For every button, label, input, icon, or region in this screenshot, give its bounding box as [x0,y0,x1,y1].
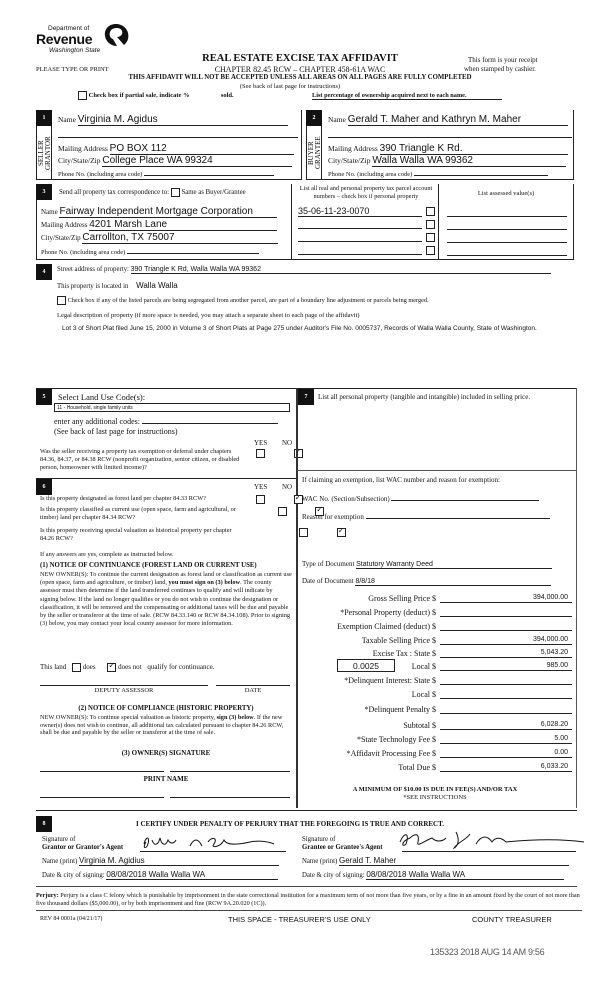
assessed-value-field[interactable] [447,219,567,230]
located-label: This property is located in [57,283,129,290]
seller-label: SELLER [37,140,45,166]
assessed-value-field[interactable] [447,232,567,243]
state-technology-fee-row [300,733,600,747]
gross-selling-price-label: Gross Selling Price $ [368,594,436,603]
historic-no-checkbox[interactable] [337,528,346,537]
buyer-city-label: City/State/Zip [328,156,371,165]
send-correspondence-label: Send all property tax correspondence to: [59,189,170,197]
section7-right-border [576,388,577,808]
print-name-label: PRINT NAME [143,775,189,783]
section7-top-border [297,388,577,389]
exemption-question: Was the seller receiving a property tax exemption or deferral under chapters 84.36, 84.37, or 84.38 RCW (nonprofit organization, senior citizen, or disabled person, homeowner with limited income)? [40,448,240,472]
affidavit-processing-fee-label: *Affidavit Processing Fee $ [346,749,436,758]
corr-city-row [41,232,281,244]
doc-type-row [302,560,552,569]
buyer-name-field[interactable]: Gerald T. Maher and Kathryn M. Maher [348,114,568,126]
wac-label: WAC No. (Section/Subsection) [302,495,390,503]
treasurer-use-label: THIS SPACE - TREASURER'S USE ONLY [228,915,371,924]
seller-side-label [36,126,52,180]
doc-date-label: Date of Document [302,577,354,585]
located-field[interactable]: Walla Walla [136,281,178,290]
grantee-signature-icon [396,828,586,850]
taxable-selling-price-row [300,634,600,648]
grantee-name-row [302,856,569,866]
grantor-sig-label-1: Signature of [42,836,76,843]
if-yes-note: If any answers are yes, complete as instructed below. [40,551,174,558]
parcel-column [291,184,439,260]
assessed-header: List assessed value(s) [477,190,535,197]
corr-city-label: City/State/Zip [41,234,81,242]
personal-property-checkbox[interactable] [426,246,435,255]
forest-yes-checkbox[interactable] [256,495,265,504]
personal-property-checkbox[interactable] [426,220,435,229]
section-number-1: 1 [36,110,52,126]
dor-swoosh-icon [102,22,130,48]
taxable-selling-price-field[interactable]: 394,000.00 [440,634,572,645]
street-row [57,266,577,274]
deputy-date-line[interactable] [216,685,290,686]
section-number-2: 2 [306,110,322,126]
parcels-header: List all real and personal property tax parcel account numbers – check box if personal property [299,185,433,200]
section-5-6-divider [296,388,298,808]
owner-signature-line-1[interactable] [40,771,164,772]
buyer-mailing-field[interactable]: 390 Triangle K Rd. [380,143,568,155]
buyer-mailing-label: Mailing Address [328,144,378,153]
buyer-name-row [328,114,572,126]
reason-label: Reason for exemption [302,513,364,521]
county-treasurer-label: COUNTY TREASURER [472,915,552,924]
yes-label: YES [254,439,268,447]
state-technology-fee-label: *State Technology Fee $ [356,735,436,744]
land-use-title: Select Land Use Code(s): [58,392,146,402]
corr-phone-label: Phone No. (including area code) [41,249,126,256]
grantor-date-field[interactable]: 08/08/2018 Walla Walla WA [106,870,278,880]
parcel-number-field[interactable]: 35-06-11-23-0070 [298,206,422,217]
corr-city-field[interactable]: Carrollton, TX 75007 [82,232,278,244]
grantee-signature-field[interactable] [402,838,576,852]
doc-date-field[interactable]: 8/8/18 [355,578,551,586]
exemption-yes-checkbox[interactable] [256,449,265,458]
same-as-buyer-label: Same as Buyer/Grantee [181,189,246,197]
assessed-value-field[interactable] [447,206,567,217]
parcel-row [298,245,436,255]
grantor-date-label: Date & city of signing: [42,872,105,879]
delinquent-interest-state-label: *Delinquent Interest: State $ [344,676,436,685]
deputy-assessor-label: DEPUTY ASSESSOR [94,687,154,694]
land-use-section [36,388,296,478]
subtotal-label: Subtotal $ [403,721,436,730]
delinquent-interest-local-field[interactable] [440,688,572,699]
local-rate-field[interactable]: 0.0025 [337,659,395,672]
assessed-value-field[interactable] [447,245,567,256]
seller-city-label: City/State/Zip [58,156,101,165]
rev-number: REV 84 0001a (04/21/17) [40,916,103,922]
delinquent-interest-local-label: Local $ [411,690,436,699]
grantee-signature-label [302,836,382,852]
personal-property-deduct-row [300,606,600,620]
partial-sale-checkbox[interactable] [78,91,87,100]
street-field[interactable]: 390 Triangle K Rd, Walla Walla WA 99362 [131,266,551,274]
section-number-6: 6 [36,479,52,495]
grantee-date-field[interactable]: 08/08/2018 Walla Walla WA [366,870,564,880]
correspondence-section [36,184,574,260]
affidavit-processing-fee-field[interactable]: 0.00 [440,747,572,758]
notice1-text-b: . The county assessor must then determine if the land transferred continues to qualify and will indicate by signing below. If the land no longer qualifies or you do not wish to continue the designation or classification, it will be removed and the compensating or additional taxes will be due and payable by the seller or transferor at the time of sale. (RCW 84.33.140 or RCW 84.34.108). Prior to signing (3) below, you may contact your local county assessor for more information. [40,579,291,628]
notice1-text [40,571,292,628]
print-name-line-2[interactable] [170,797,290,798]
wac-field[interactable] [391,493,539,501]
exemption-claimed-row [300,620,600,634]
forest-land-question: Is this property designated as forest land per chapter 84.33 RCW? [40,495,206,502]
buyer-city-field[interactable]: Walla Walla WA 99362 [372,155,566,167]
excise-local-field[interactable]: 985.00 [440,660,572,671]
form-title: REAL ESTATE EXCISE TAX AFFIDAVIT [202,53,398,64]
segregated-row [57,296,429,305]
notice1-bold: you must sign on (3) below [168,579,241,587]
seller-mailing-row [58,143,298,155]
section-number-7: 7 [298,389,314,405]
notice1-title: (1) NOTICE OF CONTINUANCE (FOREST LAND OR CURRENT USE) [40,562,257,569]
reason-row [302,511,550,521]
corr-phone-field[interactable] [127,246,259,254]
receipt-note-2: when stamped by cashier. [464,65,536,73]
taxable-selling-price-label: Taxable Selling Price $ [361,636,436,645]
reason-field[interactable] [366,511,550,519]
grantee-name-field[interactable]: Gerald T. Maher [339,856,569,866]
grantee-sig-label-1: Signature of [302,836,336,843]
does-not-checkbox[interactable] [107,663,116,672]
street-label: Street address of property: [57,266,129,273]
parcel-row [298,232,436,242]
gross-selling-price-row [300,592,600,606]
grantee-sig-label-2: Grantee or Grantee's Agent [302,844,383,851]
owner-signature-title: (3) OWNER(S) SIGNATURE [121,749,211,757]
section-number-4: 4 [36,264,52,280]
partial-sale [78,91,234,100]
excise-local-row [300,660,600,674]
corr-phone-row [41,246,281,256]
buyer-phone-label: Phone No. (including area code) [328,171,413,178]
grantor-signature-label [42,836,123,852]
seller-name-field[interactable]: Virginia M. Agidus [78,114,288,126]
delinquent-interest-state-field[interactable] [440,674,572,685]
doc-type-field[interactable]: Statutory Warranty Deed [356,561,552,569]
additional-codes-field[interactable] [142,415,278,424]
partial-sale-sold: sold. [220,91,234,99]
grantee-date-label: Date & city of signing: [302,872,365,879]
grantor-label: GRANTOR [44,136,52,170]
delinquent-penalty-label: *Delinquent Penalty $ [364,705,436,714]
historic-question: Is this property receiving special valuation as historical property per chapter 84.26 RCW? [40,527,232,543]
seller-phone-label: Phone No. (including area code) [58,171,143,178]
seller-name-label: Name [58,115,76,124]
ownership-note: List percentage of ownership acquired next to each name. [312,92,502,100]
section-number-5: 5 [36,389,52,405]
section7-mid-border [297,470,577,471]
located-row [57,281,178,290]
seller-section [36,110,302,180]
yes-label: YES [254,483,268,491]
wac-row [302,493,539,503]
owner-signature-line-2[interactable] [170,771,290,772]
segregated-label: Check box if any of the listed parcels are being segregated from another parcel, are part of a boundary line adjustment or parcels being merged. [67,296,429,304]
grantor-name-row [42,856,279,866]
corr-name-row [41,206,281,218]
seller-city-row [58,155,298,167]
buyer-label: BUYER [307,141,315,165]
instructions-note: (See back of last page for instructions) [239,83,341,90]
perjury-text: Perjury is a class C felony which is punishable by imprisonment in the state correctional institution for a maximum term of not more than five years, or by a fine in an amount fixed by the court of not more than five thousand dollars ($5,000.00), or by both imprisonment and fine (RCW 9A.20.020 (1C)). [36,892,580,907]
buyer-mailing-row [328,143,572,155]
please-type: PLEASE TYPE OR PRINT [36,66,109,73]
notice2-text-a: NEW OWNER(S): To continue special valuation as historic property, [40,714,216,721]
grantee-name-label: Name (print) [302,858,338,865]
grantee-label: GRANTEE [314,136,322,170]
logo-line1: Department of [48,25,90,32]
dor-logo [36,22,136,62]
delinquent-interest-local-row [300,688,600,702]
notice2-text [40,714,292,737]
parcel-row [298,219,436,229]
no-label: NO [282,483,293,491]
buyer-section [306,110,574,180]
seller-name-row [58,114,298,126]
doc-date-row [302,577,551,586]
corr-name-label: Name [41,208,58,216]
deputy-assessor-line[interactable] [40,685,208,686]
seller-mailing-field[interactable]: PO BOX 112 [110,143,294,155]
grantor-name-field[interactable]: Virginia M. Agidius [79,856,279,866]
parcel-number-field[interactable] [298,232,422,242]
excise-state-label: Excise Tax : State $ [372,649,436,658]
parcel-number-field[interactable] [298,219,422,229]
legal-label: Legal description of property (if more space is needed, you may attach a separate sheet to each page of the affidavit) [57,312,360,319]
section-number-3: 3 [36,184,52,200]
personal-property-deduct-field[interactable] [440,606,572,617]
deputy-date-label: DATE [244,687,262,694]
segregated-checkbox[interactable] [57,296,66,305]
perjury-bold: Perjury: [36,892,59,899]
grantor-date-row [42,870,278,880]
qualify-label: qualify for continuance. [147,663,215,672]
parcel-number-field[interactable] [298,245,422,255]
corr-mailing-label: Mailing Address [41,221,88,229]
minimum-due-note: A MINIMUM OF $10.00 IS DUE IN FEE(S) AND/OR TAX [352,786,518,793]
current-use-yes-checkbox[interactable] [278,507,287,516]
continuance-row [40,663,214,672]
buyer-side-label [306,126,322,180]
seller-mailing-label: Mailing Address [58,144,108,153]
form-subtitle: CHAPTER 82.45 RCW – CHAPTER 458-61A WAC [214,65,386,74]
delinquent-penalty-row [300,703,600,717]
grantor-name-label: Name (print) [42,858,78,865]
logo-line2: Revenue [36,31,93,47]
perjury-underline [36,910,582,911]
section8-bottom-border [36,886,577,887]
notice1-text-a: NEW OWNER(S): To continue the current designation as forest land or classification as current use (open space, farm and agriculture, or timber) land, [40,571,292,587]
personal-property-checkbox[interactable] [426,233,435,242]
seller-phone-field[interactable] [144,168,274,176]
buyer-name-line2[interactable] [328,137,572,138]
no-label: NO [282,439,293,447]
delinquent-interest-state-row [300,674,600,688]
logo-line3: Washington State [49,47,101,54]
excise-local-label: Local $ [411,662,436,671]
personal-property-deduct-label: *Personal Property (deduct) $ [340,608,436,617]
does-checkbox[interactable] [72,663,81,672]
exemption-claimed-field[interactable] [440,620,572,631]
notice2-text-b: . If the new owner(s) does not wish to continue, all additional tax calculated pursuant to chapter 84.26 RCW, shall be due and payable by the seller or transferor at the time of sale. [40,714,284,737]
doc-type-label: Type of Document [302,560,355,568]
exemption-claimed-label: Exemption Claimed (deduct) $ [337,622,436,631]
state-technology-fee-field[interactable]: 5.00 [440,733,572,744]
exemption-claim-label: If claiming an exemption, list WAC number and reason for exemption: [302,476,500,484]
same-as-buyer-checkbox[interactable] [171,188,180,197]
excise-state-field[interactable]: 5,043.20 [440,647,572,658]
affidavit-processing-fee-row [300,747,600,761]
corr-name-field[interactable]: Fairway Independent Mortgage Corporation [59,206,277,218]
additional-codes-label: enter any additional codes: [54,417,140,426]
completion-warning: THIS AFFIDAVIT WILL NOT BE ACCEPTED UNLESS ALL AREAS ON ALL PAGES ARE FULLY COMPLETED [128,74,472,81]
notice2-bold: sign (3) below [216,714,254,721]
seller-city-field[interactable]: College Place WA 99324 [102,155,292,167]
partial-sale-label: Check box if partial sale, indicate % [88,91,190,99]
current-use-question: Is this property classified as current use (open space, farm and agricultural, or timber) land per chapter 84.34 RCW? [40,506,236,522]
total-due-field[interactable]: 6,033.20 [440,761,572,772]
receipt-note-1: This form is your receipt [468,56,538,64]
notice2-title: (2) NOTICE OF COMPLIANCE (HISTORIC PROPERTY) [78,705,254,712]
personal-property-checkbox[interactable] [426,207,435,216]
section-number-8: 8 [36,816,52,832]
grantor-signature-field[interactable] [140,838,286,852]
buyer-city-row [328,155,572,167]
grantee-date-row [302,870,564,880]
grantor-sig-label-2: Grantor or Grantor's Agent [42,844,124,851]
parcel-row [298,206,436,216]
buyer-name-label: Name [328,115,346,124]
seller-name-line2[interactable] [58,137,298,138]
see-instructions-note: *SEE INSTRUCTIONS [403,794,467,801]
historic-yes-checkbox[interactable] [299,528,308,537]
land-use-select[interactable]: 11 - Household, single family units [54,403,290,412]
certify-statement: I CERTIFY UNDER PENALTY OF PERJURY THAT THE FOREGOING IS TRUE AND CORRECT. [136,820,445,828]
delinquent-penalty-field[interactable] [440,703,572,714]
grantor-signature-icon [140,834,286,850]
does-label: does [82,663,96,672]
this-land-label: This land [40,663,67,672]
section8-top-border [36,810,577,811]
does-not-label: does not [118,663,142,672]
gross-selling-price-field[interactable]: 394,000.00 [440,592,572,603]
section6 [36,478,296,808]
corr-mailing-field[interactable]: 4201 Marsh Lane [89,219,277,231]
print-name-line-1[interactable] [40,797,164,798]
buyer-phone-field[interactable] [414,168,548,176]
personal-property-label: List all personal property (tangible and intangible) included in selling price. [318,393,531,401]
subtotal-row [300,719,600,733]
buyer-phone-row [328,168,572,178]
corr-mailing-row [41,219,281,231]
subtotal-field[interactable]: 6,028.20 [440,719,572,730]
treasurer-stamp: 135323 2018 AUG 14 AM 9:56 [430,947,545,957]
seller-phone-row [58,168,298,178]
additional-codes-row [54,415,278,426]
send-correspondence-row [59,188,246,197]
total-due-row [300,761,600,775]
see-back-note: (See back of last page for instructions) [54,427,178,436]
legal-description[interactable]: Lot 3 of Short Plat filed June 15, 2000 in Volume 3 of Short Plats at Page 275 under Auditor's File No. 0005737, Records of Walla Walla County, State of Washington. [62,325,537,332]
total-due-label: Total Due $ [398,763,436,772]
perjury-notice [36,892,582,908]
